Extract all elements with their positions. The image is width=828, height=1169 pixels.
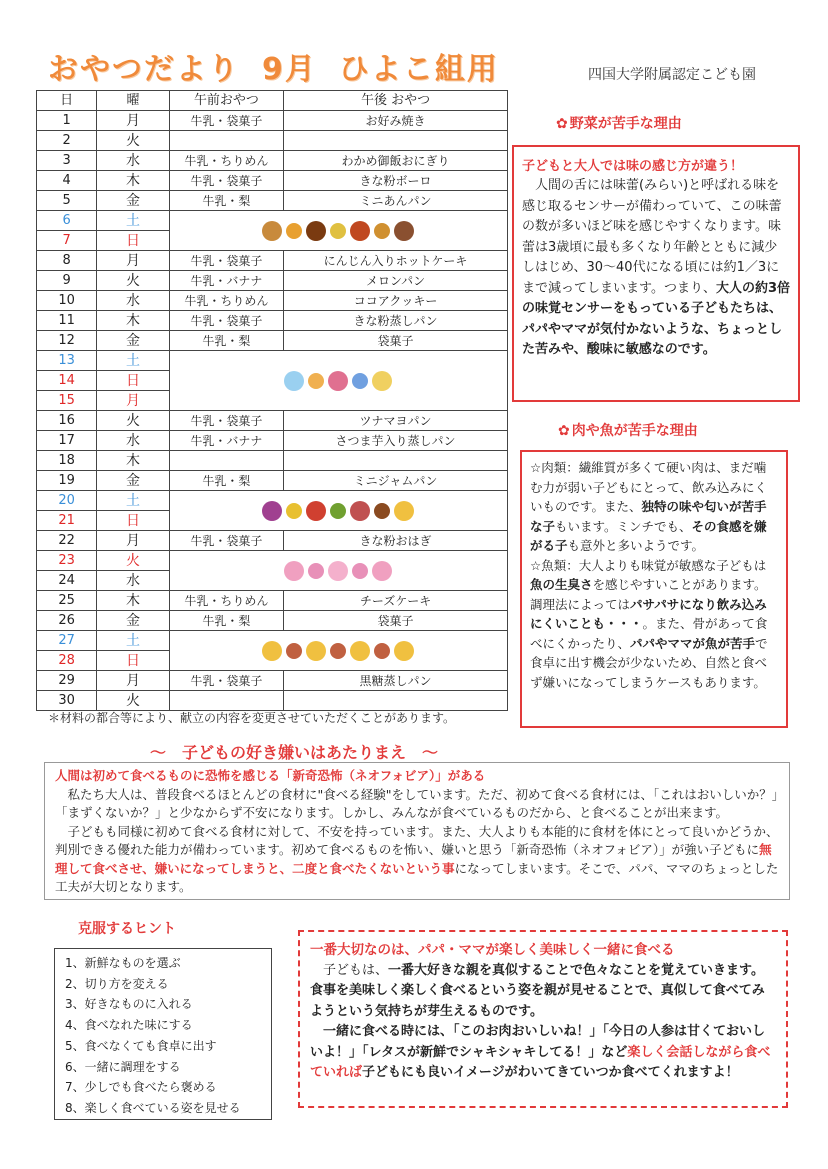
fish-text-1: ☆魚類：大人よりも味覚が敏感な子どもは: [530, 557, 767, 573]
cell-dow: 月: [97, 531, 169, 551]
cell-am-snack: [169, 451, 284, 471]
cell-am-snack: 牛乳・袋菓子: [169, 411, 284, 431]
cell-dow: 月: [97, 111, 169, 131]
fish-text-3: 。また、骨があって食べにくかったり、: [530, 616, 768, 651]
cell-pm-snack: [284, 691, 508, 711]
cell-pm-snack: 袋菓子: [284, 611, 508, 631]
cell-pm-snack: わかめ御飯おにぎり: [284, 151, 508, 171]
cell-pm-snack: [284, 131, 508, 151]
table-row: [37, 431, 508, 451]
cell-pm-snack: きな粉おはぎ: [284, 531, 508, 551]
decoration-icon: [350, 221, 370, 241]
fish-paragraph: [530, 556, 778, 693]
table-row: [37, 291, 508, 311]
tips-heading: 克服するヒント: [78, 921, 176, 937]
cell-am-snack: 牛乳・袋菓子: [169, 251, 284, 271]
title-main: おやつだより: [48, 52, 240, 87]
cell-dow: 月: [97, 391, 169, 411]
meat-paragraph: [530, 458, 778, 556]
cell-day: 14: [37, 371, 97, 391]
cell-pm-snack: 黒糖蒸しパン: [284, 671, 508, 691]
cell-dow: 金: [97, 471, 169, 491]
decoration-icon: [328, 561, 348, 581]
meat-text-2: もいます。ミンチでも、: [555, 518, 692, 534]
cell-day: 4: [37, 171, 97, 191]
list-item: 5、食べなくても食卓に出す: [65, 1038, 217, 1053]
cell-dow: 木: [97, 451, 169, 471]
cell-day: 21: [37, 511, 97, 531]
cell-am-snack: [169, 691, 284, 711]
decoration-icon: [374, 503, 390, 519]
important-paragraph-1: [310, 961, 776, 1023]
cell-pm-snack: チーズケーキ: [284, 591, 508, 611]
cell-dow: 水: [97, 571, 169, 591]
snack-schedule-table: [36, 90, 508, 711]
table-row: [37, 471, 508, 491]
decoration-icon: [372, 371, 392, 391]
cell-am-snack: 牛乳・梨: [169, 611, 284, 631]
decoration-icon: [394, 641, 414, 661]
imp-text-1: 子どもは、: [323, 962, 389, 978]
cell-day: 12: [37, 331, 97, 351]
cell-dow: 日: [97, 651, 169, 671]
fish-text-bold-1: 魚の生臭さ: [530, 577, 593, 592]
meat-text-1: ☆肉類：繊維質が多くて硬い肉は、まだ噛む力が弱い子どもにとって、飲み込みにくいものです。また、: [530, 460, 768, 514]
leaf-icon: ✿: [556, 116, 568, 132]
table-row: [37, 611, 508, 631]
cell-day: 24: [37, 571, 97, 591]
important-box: [298, 930, 788, 1108]
cell-dow: 土: [97, 211, 169, 231]
menu-change-note: ＊材料の都合等により、献立の内容を変更させていただくことがあります。: [48, 711, 456, 725]
decoration-icon: [308, 563, 324, 579]
cell-am-snack: 牛乳・梨: [169, 331, 284, 351]
picky-eating-paragraph-2: [55, 823, 779, 897]
picky-eating-paragraph-1: 私たち大人は、普段食べるほとんどの食材に"食べる経験"をしています。ただ、初めて食べる食材には、「これはおいしいか？」「まずくないか？」と少なからず不安になります。しかし、みんなが食べているものだから、と食べることが出来ます。: [55, 786, 779, 820]
fish-text-bold-3: パパやママが魚が苦手: [630, 635, 756, 651]
table-row: [37, 631, 508, 651]
cell-day: 5: [37, 191, 97, 211]
table-row: [37, 591, 508, 611]
fish-icon: ✿: [558, 423, 570, 439]
cell-pm-snack: ココアクッキー: [284, 291, 508, 311]
picky-eating-heading: ～ 子どもの好き嫌いはあたりまえ ～: [150, 743, 439, 762]
list-item: 6、一緒に調理をする: [65, 1059, 181, 1074]
cell-day: 16: [37, 411, 97, 431]
meat-fish-heading: [558, 420, 698, 440]
cell-day: 17: [37, 431, 97, 451]
school-name: 四国大学附属認定こども園: [588, 67, 756, 83]
festival-elephant-illustration: [169, 351, 507, 411]
vegetables-body-bold: 大人の約3倍の味覚センサーをもっている子どもたちは、パパやママが気付かないような、ちょっとした苦みや、酸味に敏感なのです。: [522, 280, 791, 357]
cell-pm-snack: ミニジャムパン: [284, 471, 508, 491]
table-row: [37, 691, 508, 711]
table-row: [37, 351, 508, 371]
table-row: [37, 451, 508, 471]
header-pm: 午後 おやつ: [284, 91, 508, 111]
cell-day: 22: [37, 531, 97, 551]
vegetables-subheading: 子どもと大人では味の感じ方が違う！: [522, 159, 744, 174]
fruit-row-illustration: [169, 491, 507, 531]
meat-text-bold-2: その食感を嫌がる子: [530, 518, 767, 553]
cell-day: 6: [37, 211, 97, 231]
cell-am-snack: 牛乳・梨: [169, 471, 284, 491]
cell-day: 7: [37, 231, 97, 251]
table-row: [37, 151, 508, 171]
cell-dow: 火: [97, 411, 169, 431]
cosmos-flower-illustration: [169, 551, 507, 591]
decoration-icon: [284, 371, 304, 391]
decoration-icon: [352, 373, 368, 389]
cell-day: 2: [37, 131, 97, 151]
header-day: 日: [37, 91, 97, 111]
p2-text-2: になってしまいます。そこで、パパ、ママのちょっとした工夫が大切となります。: [55, 860, 779, 894]
cell-dow: 火: [97, 131, 169, 151]
table-row: [37, 211, 508, 231]
cell-day: 20: [37, 491, 97, 511]
list-item: 2、切り方を変える: [65, 976, 169, 991]
cell-day: 13: [37, 351, 97, 371]
decoration-icon: [306, 221, 326, 241]
table-row: [37, 411, 508, 431]
cell-day: 28: [37, 651, 97, 671]
decoration-icon: [328, 371, 348, 391]
decoration-icon: [306, 641, 326, 661]
imp-text-bold-1: 一番大好きな親を真似することで色々なことを覚えていきます。食事を美味しく楽しく食べるという姿を親が見せることで、真似して食べてみようという気持ちが芽生えるものです。: [310, 962, 765, 1019]
fish-text-2: を感じやすいことがあります。調理法によっては: [530, 577, 767, 612]
picky-eating-box: [44, 762, 790, 900]
cell-day: 30: [37, 691, 97, 711]
table-row: [37, 111, 508, 131]
cell-am-snack: 牛乳・ちりめん: [169, 291, 284, 311]
imp-text-bold-3: 子どもにも良いイメージがわいてきていつか食べてくれますよ！: [362, 1065, 739, 1080]
cell-am-snack: 牛乳・袋菓子: [169, 311, 284, 331]
meat-text-3: も意外と多いようです。: [567, 538, 705, 553]
cell-day: 1: [37, 111, 97, 131]
cell-pm-snack: さつま芋入り蒸しパン: [284, 431, 508, 451]
table-row: [37, 671, 508, 691]
cell-day: 10: [37, 291, 97, 311]
meat-fish-box: [520, 450, 788, 728]
list-item: 7、少しでも食べたら褒める: [65, 1080, 217, 1095]
cell-day: 8: [37, 251, 97, 271]
cell-dow: 金: [97, 611, 169, 631]
title-month: 9月: [262, 52, 317, 87]
cell-dow: 木: [97, 171, 169, 191]
decoration-icon: [286, 223, 302, 239]
meat-text-bold-1: 独特の味や匂いが苦手な子: [530, 499, 767, 534]
cell-dow: 月: [97, 251, 169, 271]
decoration-icon: [308, 373, 324, 389]
table-row: [37, 131, 508, 151]
cell-dow: 火: [97, 691, 169, 711]
decoration-icon: [394, 501, 414, 521]
vegetables-heading: [556, 113, 682, 133]
table-row: [37, 171, 508, 191]
vegetables-body: [522, 176, 790, 361]
table-row: [37, 491, 508, 511]
decoration-icon: [350, 641, 370, 661]
imp-text-bold-2: 一緒に食べる時には、「このお肉おいしいね！」「今日の人参は甘くておいしいよ！」「レタスが新鮮でシャキシャキしてる！」など: [310, 1024, 766, 1060]
cell-am-snack: 牛乳・バナナ: [169, 271, 284, 291]
cell-pm-snack: ミニあんパン: [284, 191, 508, 211]
list-item: 3、好きなものに入れる: [65, 997, 193, 1012]
table-row: [37, 251, 508, 271]
decoration-icon: [262, 221, 282, 241]
decoration-icon: [306, 501, 326, 521]
header-dow: 曜: [97, 91, 169, 111]
page-title: [48, 44, 521, 88]
table-row: [37, 271, 508, 291]
decoration-icon: [374, 223, 390, 239]
table-row: [37, 331, 508, 351]
table-header-row: [37, 91, 508, 111]
tips-box: [54, 948, 272, 1120]
tips-list: [65, 953, 261, 1119]
meat-fish-heading-text: 肉や魚が苦手な理由: [571, 423, 698, 439]
cell-am-snack: 牛乳・袋菓子: [169, 171, 284, 191]
cell-dow: 土: [97, 491, 169, 511]
decoration-icon: [330, 223, 346, 239]
fish-text-4: で食卓に出す機会が少ないため、自然と食べず嫌いになってしまうケースもあります。: [530, 635, 768, 690]
cell-dow: 水: [97, 291, 169, 311]
list-item: 8、楽しく食べている姿を見せる: [65, 1100, 241, 1115]
mushroom-illustration: [169, 631, 507, 671]
vegetables-body-text: 人間の舌には味蕾(みらい)と呼ばれる味を感じ取るセンサーが備わっていて、この味蕾の数が多いほど味を感じやすくなります。味蕾は3歳頃に最も多くなり年齢とともに減少しはじめ、30～40代になる頃には約1／3にまで減ってしまいます。つまり、: [522, 178, 782, 296]
cell-day: 26: [37, 611, 97, 631]
cell-pm-snack: きな粉ボーロ: [284, 171, 508, 191]
decoration-icon: [262, 641, 282, 661]
cell-dow: 土: [97, 351, 169, 371]
cell-dow: 日: [97, 511, 169, 531]
vegetables-box: [512, 145, 800, 402]
decoration-icon: [394, 221, 414, 241]
decoration-icon: [286, 503, 302, 519]
important-subheading: 一番大切なのは、パパ・ママが楽しく美味しく一緒に食べる: [310, 942, 675, 958]
cell-day: 25: [37, 591, 97, 611]
cell-day: 27: [37, 631, 97, 651]
header-am: 午前おやつ: [169, 91, 284, 111]
cell-dow: 木: [97, 591, 169, 611]
decoration-icon: [372, 561, 392, 581]
decoration-icon: [262, 501, 282, 521]
cell-day: 23: [37, 551, 97, 571]
cell-pm-snack: 袋菓子: [284, 331, 508, 351]
cell-dow: 火: [97, 551, 169, 571]
list-item: 4、食べなれた味にする: [65, 1018, 193, 1033]
cell-day: 29: [37, 671, 97, 691]
cell-dow: 日: [97, 371, 169, 391]
cell-am-snack: 牛乳・バナナ: [169, 431, 284, 451]
p2-text-emphasis: 無理して食べさせ、嫌いになってしまうと、二度と食べたくないという事: [55, 842, 772, 876]
cell-day: 15: [37, 391, 97, 411]
cell-day: 9: [37, 271, 97, 291]
cell-dow: 木: [97, 311, 169, 331]
title-class: ひよこ組用: [338, 52, 499, 87]
cell-dow: 水: [97, 151, 169, 171]
cell-pm-snack: [284, 451, 508, 471]
cell-day: 11: [37, 311, 97, 331]
cell-am-snack: 牛乳・袋菓子: [169, 111, 284, 131]
cell-day: 3: [37, 151, 97, 171]
cell-day: 19: [37, 471, 97, 491]
list-item: 1、新鮮なものを選ぶ: [65, 956, 181, 970]
cell-dow: 土: [97, 631, 169, 651]
cell-am-snack: [169, 131, 284, 151]
cell-am-snack: 牛乳・ちりめん: [169, 151, 284, 171]
cell-pm-snack: にんじん入りホットケーキ: [284, 251, 508, 271]
imp-text-emphasis: 楽しく会話しながら食べていれば: [310, 1044, 771, 1080]
important-paragraph-2: [310, 1022, 776, 1084]
cell-pm-snack: きな粉蒸しパン: [284, 311, 508, 331]
cell-am-snack: 牛乳・袋菓子: [169, 671, 284, 691]
cell-pm-snack: お好み焼き: [284, 111, 508, 131]
decoration-icon: [284, 561, 304, 581]
decoration-icon: [286, 643, 302, 659]
decoration-icon: [330, 503, 346, 519]
decoration-icon: [350, 501, 370, 521]
table-row: [37, 531, 508, 551]
neophobia-subheading: 人間は初めて食べるものに恐怖を感じる「新奇恐怖（ネオフォビア）」がある: [55, 768, 486, 783]
cell-dow: 水: [97, 431, 169, 451]
decoration-icon: [374, 643, 390, 659]
cell-dow: 日: [97, 231, 169, 251]
fish-text-bold-2: パサパサになり飲み込みにくいことも・・・: [530, 596, 767, 631]
decoration-icon: [352, 563, 368, 579]
cell-dow: 月: [97, 671, 169, 691]
cell-dow: 金: [97, 331, 169, 351]
cell-am-snack: 牛乳・袋菓子: [169, 531, 284, 551]
table-row: [37, 551, 508, 571]
cell-day: 18: [37, 451, 97, 471]
p2-text-1: 子どもも同様に初めて食べる食材に対して、不安を持っています。また、大人よりも本能的に食材を体にとって良いかどうか、判別できる優れた能力が備わっています。初めて食べるものを怖い、嫌いと思う「新奇恐怖（ネオフォビア）」が強い子どもに: [55, 823, 779, 857]
cell-pm-snack: メロンパン: [284, 271, 508, 291]
cell-am-snack: 牛乳・ちりめん: [169, 591, 284, 611]
table-row: [37, 191, 508, 211]
vegetables-heading-text: 野菜が苦手な理由: [569, 116, 682, 132]
decoration-icon: [330, 643, 346, 659]
cell-pm-snack: ツナマヨパン: [284, 411, 508, 431]
cell-am-snack: 牛乳・梨: [169, 191, 284, 211]
autumn-fruit-illustration: [169, 211, 507, 251]
cell-dow: 火: [97, 271, 169, 291]
table-row: [37, 311, 508, 331]
cell-dow: 金: [97, 191, 169, 211]
